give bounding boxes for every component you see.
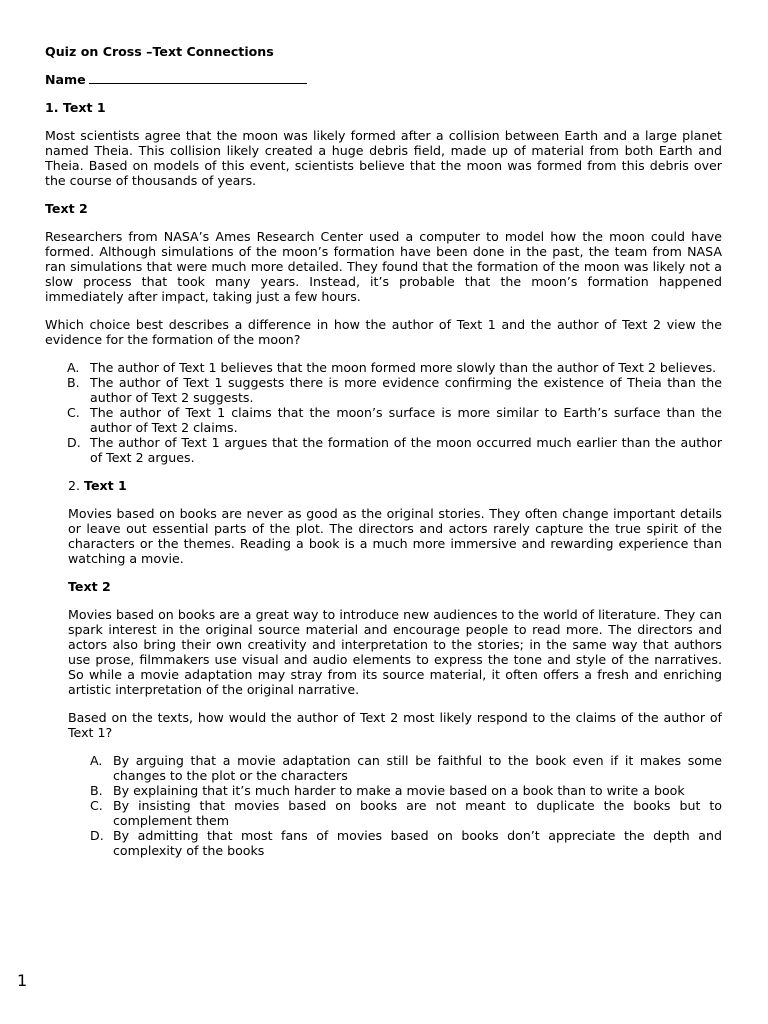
choice-letter: A. (67, 360, 80, 375)
choice-text: By insisting that movies based on books are not meant to duplicate the books but to complement them (113, 798, 722, 828)
document-page (45, 44, 722, 871)
q2-question: Based on the texts, how would the author of Text 2 most likely respond to the claims of the author of Text 1? (68, 710, 722, 740)
q2-section (68, 478, 722, 858)
q2-choice-b (68, 783, 722, 798)
q1-choice-b (45, 375, 722, 405)
q2-number: 2. (68, 478, 81, 493)
q1-question: Which choice best describes a difference in how the author of Text 1 and the author of Text 2 view the evidence for the formation of the moon? (45, 317, 722, 347)
q2-text2-heading: Text 2 (68, 579, 111, 594)
choice-letter: C. (90, 798, 103, 813)
q2-heading (68, 478, 722, 493)
q1-text2-passage: Researchers from NASA’s Ames Research Center used a computer to model how the moon could have formed. Although simulations of the moon’s formation have been done in the past, the team from NASA ran simulations that were much more detailed. They found that the formation of the moon was likely not a slow process that took many years. Instead, it’s probable that the moon’s formation happened immediately after impact, taking just a few hours. (45, 229, 722, 304)
choice-text: The author of Text 1 argues that the formation of the moon occurred much earlier than the author of Text 2 argues. (90, 435, 722, 465)
choice-letter: D. (90, 828, 104, 843)
choice-text: The author of Text 1 claims that the moon’s surface is more similar to Earth’s surface than the author of Text 2 claims. (90, 405, 722, 435)
choice-text: By admitting that most fans of movies based on books don’t appreciate the depth and complexity of the books (113, 828, 722, 858)
q1-text1-passage: Most scientists agree that the moon was likely formed after a collision between Earth and a large planet named Theia. This collision likely created a huge debris field, made up of material from both Earth and Theia. Based on models of this event, scientists believe that the moon was formed from this debris over the course of thousands of years. (45, 128, 722, 188)
choice-letter: A. (90, 753, 103, 768)
name-field (45, 72, 722, 87)
q1-choice-d (45, 435, 722, 465)
name-label: Name (45, 72, 86, 87)
q2-text1-passage: Movies based on books are never as good as the original stories. They often change important details or leave out essential parts of the plot. The directors and actors rarely capture the true spirit of the characters or the themes. Reading a book is a much more immersive and rewarding experience than watching a movie. (68, 506, 722, 566)
q2-text2-passage: Movies based on books are a great way to introduce new audiences to the world of literature. They can spark interest in the original source material and encourage people to read more. The directors and actors also bring their own creativity and interpretation to the stories; in the same way that authors use prose, filmmakers use visual and audio elements to express the tone and style of the narratives. So while a movie adaptation may stray from its source material, it often offers a fresh and enriching artistic interpretation of the original narrative. (68, 607, 722, 697)
choice-letter: B. (90, 783, 103, 798)
page-number: 1 (17, 971, 28, 990)
choice-text: By explaining that it’s much harder to make a movie based on a book than to write a book (113, 783, 685, 798)
choice-letter: D. (67, 435, 81, 450)
q2-choice-a (68, 753, 722, 783)
choice-letter: B. (67, 375, 80, 390)
q1-text2-heading: Text 2 (45, 201, 88, 216)
q1-choices (45, 360, 722, 465)
choice-text: The author of Text 1 suggests there is more evidence confirming the existence of Theia than the author of Text 2 suggests. (90, 375, 722, 405)
q2-choice-c (68, 798, 722, 828)
q1-choice-c (45, 405, 722, 435)
q1-heading: 1. Text 1 (45, 100, 106, 115)
q2-choices (68, 753, 722, 858)
choice-letter: C. (67, 405, 80, 420)
q2-text1-heading: Text 1 (84, 478, 127, 493)
q1-choice-a (45, 360, 722, 375)
quiz-title: Quiz on Cross –Text Connections (45, 44, 274, 59)
name-blank-line (89, 72, 307, 84)
choice-text: By arguing that a movie adaptation can still be faithful to the book even if it makes some changes to the plot or the characters (113, 753, 722, 783)
q2-choice-d (68, 828, 722, 858)
choice-text: The author of Text 1 believes that the moon formed more slowly than the author of Text 2 believes. (90, 360, 717, 375)
